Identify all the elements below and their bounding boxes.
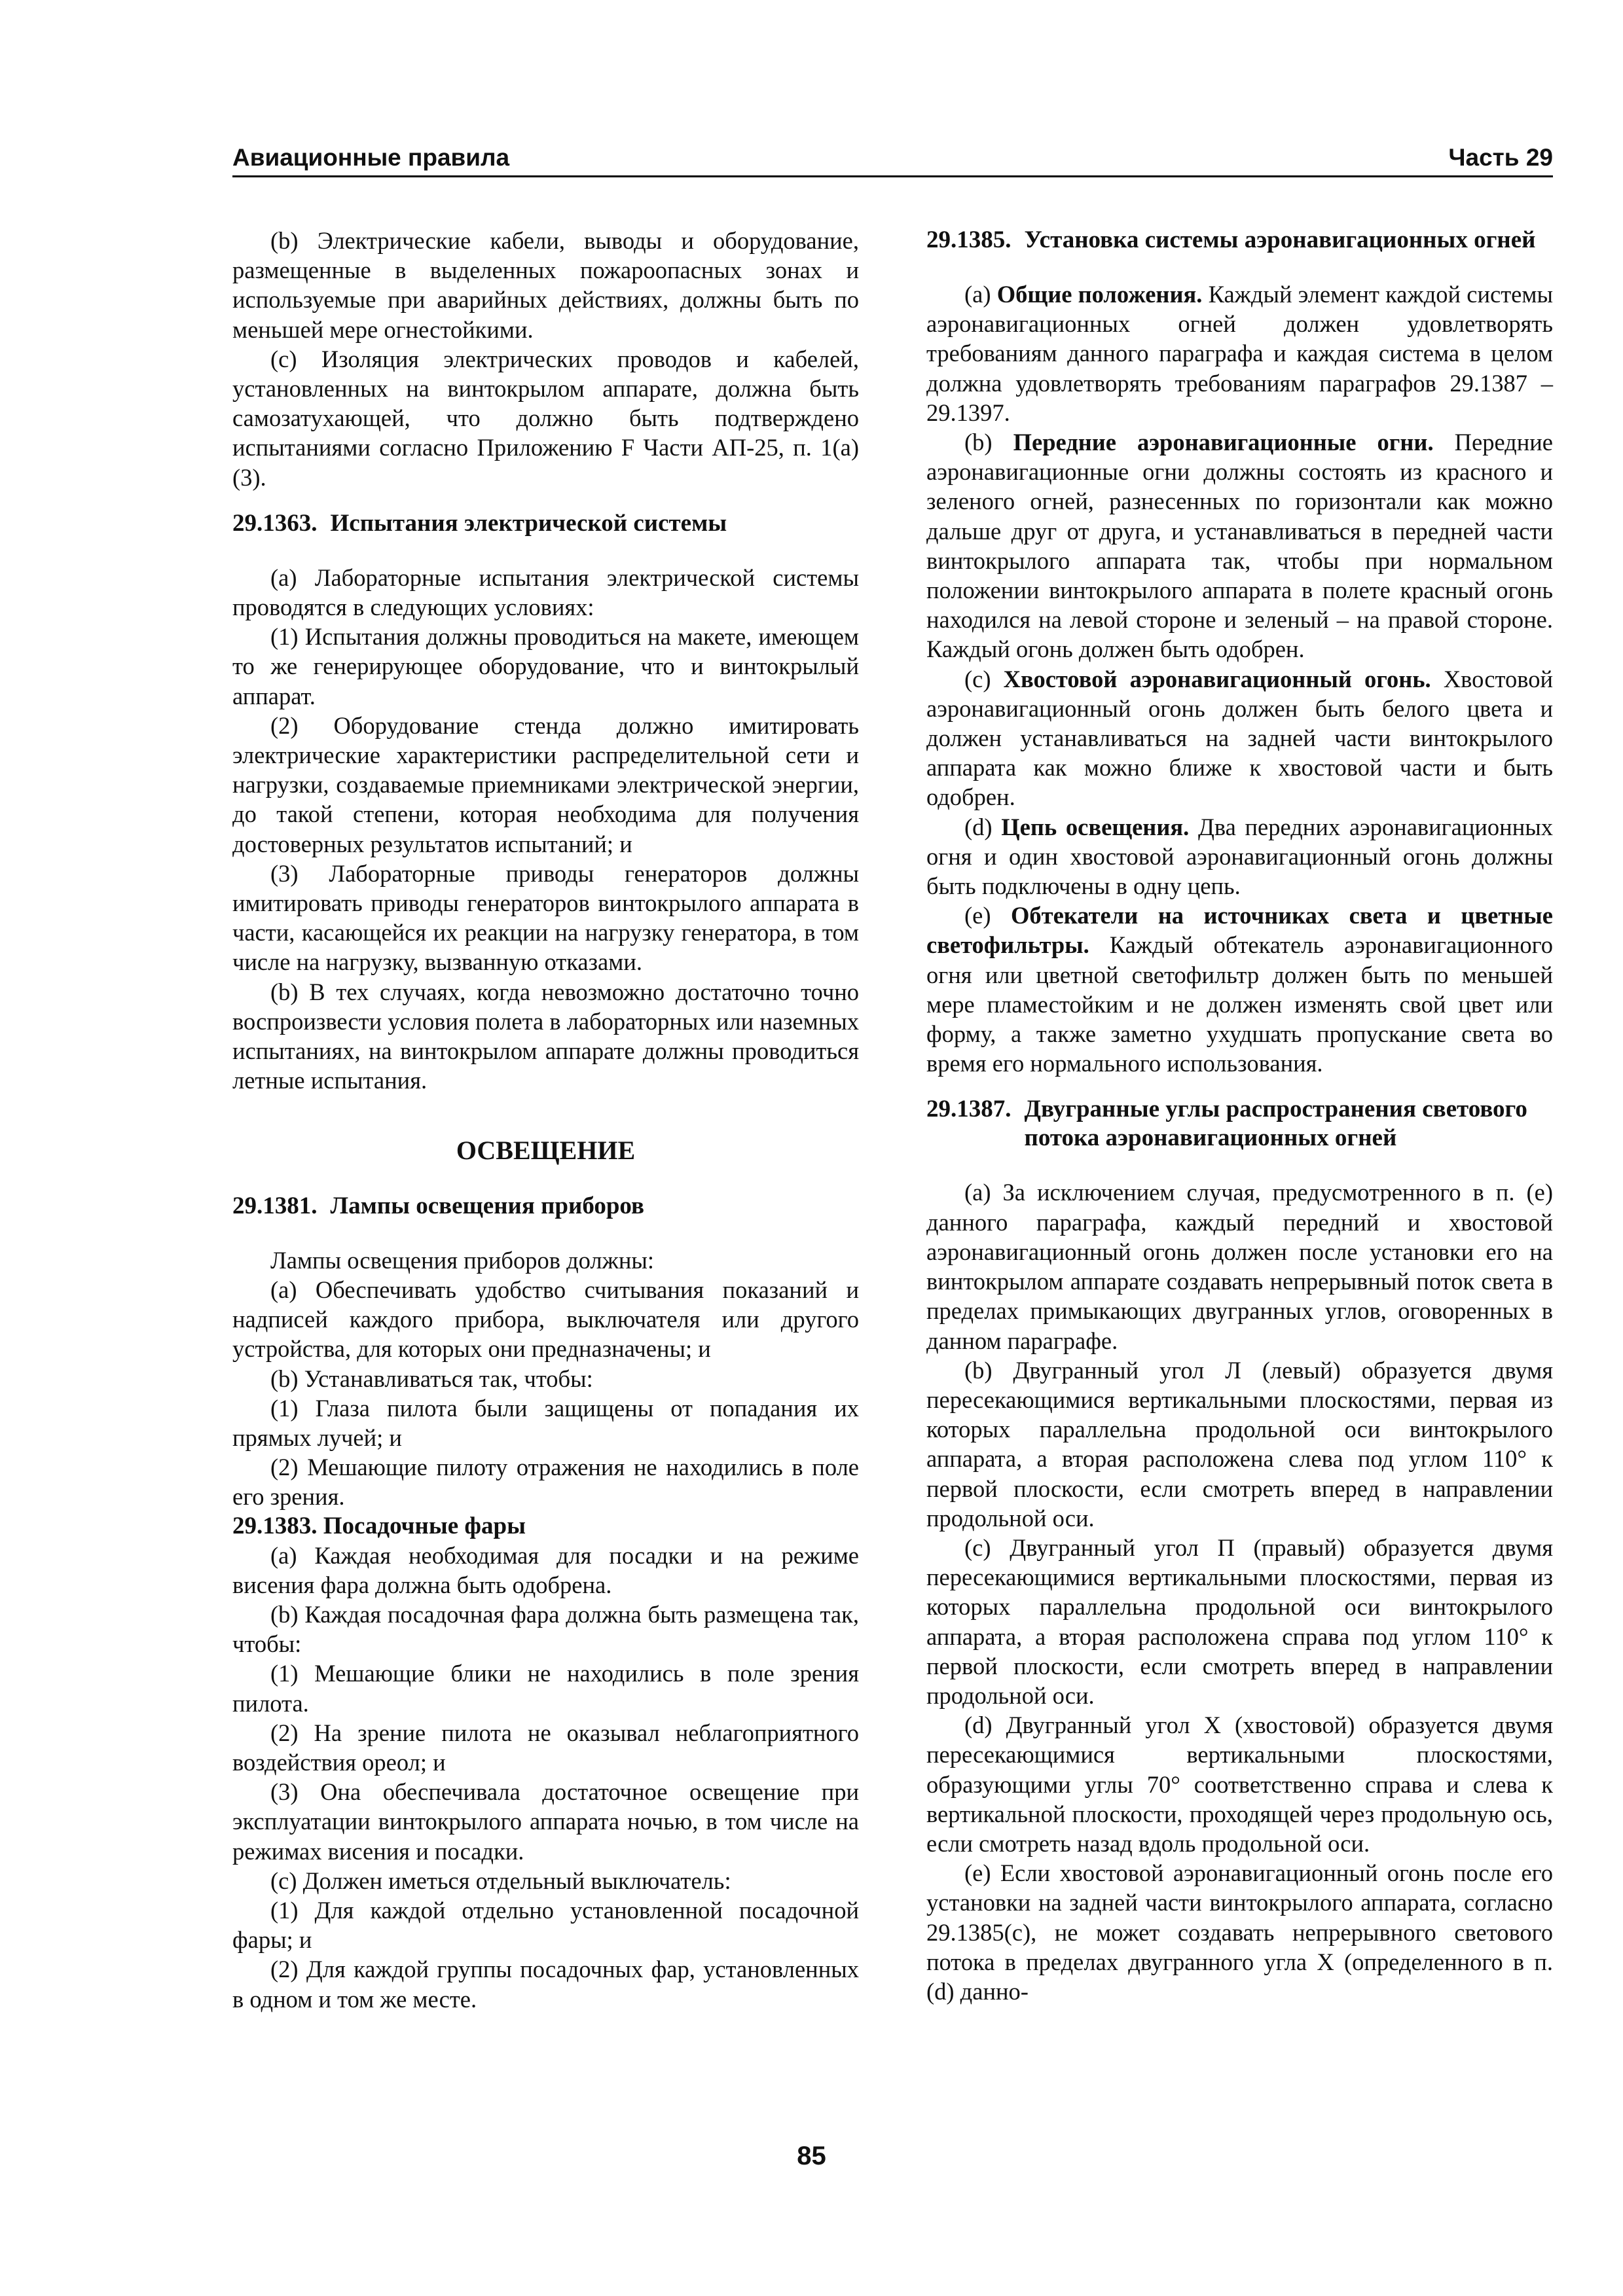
paragraph: (b) Электрические кабели, выводы и оборудование, размещенные в выделенных пожароопасных зонах и используемые при аварийных действиях, должны быть по меньшей мере огнестойкими.: [232, 227, 859, 343]
header-part-label: Часть 29: [1448, 144, 1553, 171]
item-text: Два передних аэронавигационных огня и один хвостовой аэронавигационный огонь должны быть подключены в одну цепь.: [926, 813, 1554, 900]
section-title: Лампы освещения приборов: [330, 1192, 644, 1219]
section-heading-29-1385: [926, 226, 1553, 255]
paragraph: [926, 664, 1553, 812]
paragraph: (2) Для каждой группы посадочных фар, установленных в одном и том же месте.: [232, 1956, 859, 2013]
paragraph: [926, 427, 1553, 664]
paragraph: [926, 901, 1553, 1078]
running-header: [232, 139, 1553, 177]
section-heading-29-1363: [232, 509, 859, 538]
item-text: Каждый обтекатель аэронавигационного огня или цветной светофильтр должен быть по меньшей мере пламестойким и не должен изменять свой цвет или форму, а также заметно ухудшать пропускание света во время его нормального использования.: [926, 931, 1553, 1077]
section-number: 29.1381.: [232, 1192, 318, 1219]
section-heading-29-1381: [232, 1192, 859, 1221]
section-title: Установка системы аэронавигационных огней: [1024, 226, 1536, 253]
paragraph: (1) Глаза пилота были защищены от попадания их прямых лучей; и: [232, 1394, 859, 1451]
section-title: 29.1383. Посадочные фары: [232, 1512, 526, 1539]
section-number: 29.1363.: [232, 509, 318, 537]
section-number: 29.1385.: [926, 226, 1012, 253]
paragraph: (a) Лабораторные испытания электрической системы проводятся в следующих условиях:: [232, 564, 859, 621]
paragraph: (3) Она обеспечивала достаточное освещение при эксплуатации винтокрылого аппарата ночью, в том числе на режимах висения и посадки.: [232, 1778, 859, 1865]
paragraph: (b) Каждая посадочная фара должна быть размещена так, чтобы:: [232, 1600, 859, 1658]
item-label: (c): [964, 665, 991, 692]
paragraph: [926, 812, 1553, 901]
section-heading-29-1383: [232, 1512, 859, 1541]
paragraph: (1) Испытания должны проводиться на макете, имеющем то же генерирующее оборудование, что и винтокрылый аппарат.: [232, 623, 859, 709]
paragraph: (a) Обеспечивать удобство считывания показаний и надписей каждого прибора, выключателя или другого устройства, для которых они предназначены; и: [232, 1276, 859, 1363]
chapter-heading: ОСВЕЩЕНИЕ: [456, 1136, 636, 1166]
header-document-title: Авиационные правила: [232, 144, 510, 171]
paragraph: (b) Устанавливаться так, чтобы:: [270, 1365, 593, 1392]
right-column: [926, 226, 1553, 2006]
paragraph: (1) Для каждой отдельно установленной посадочной фары; и: [232, 1896, 859, 1954]
paragraph: (1) Мешающие блики не находились в поле зрения пилота.: [232, 1660, 859, 1717]
paragraph: Лампы освещения приборов должны:: [270, 1246, 655, 1274]
section-number: 29.1387.: [926, 1096, 1012, 1123]
paragraph: (2) Оборудование стенда должно имитировать электрические характеристики распределительной сети и нагрузки, создаваемые приемниками электрической энергии, до такой степени, которая необходима для получения достоверных результатов испытаний; и: [232, 711, 859, 857]
paragraph: (b) В тех случаях, когда невозможно достаточно точно воспроизвести условия полета в лабораторных или наземных испытаниях, на винтокрылом аппарате должны проводиться летные испытания.: [232, 978, 859, 1094]
item-label: (d): [964, 813, 993, 840]
paragraph: (a) За исключением случая, предусмотренного в п. (e) данного параграфа, каждый передний и хвостовой аэронавигационный огонь должен после установки его на винтокрылом аппарате создавать непрерывный поток света в пределах примыкающих двугранных углов, оговоренных в данном параграфе.: [926, 1179, 1553, 1354]
paragraph: (d) Двугранный угол Х (хвостовой) образуется двумя пересекающимися вертикальными плоскостями, образующими углы 70° соответственно справа и слева к вертикальной плоскости, проходящей через продольную ось, если смотреть назад вдоль продольной оси.: [926, 1712, 1553, 1857]
paragraph: (2) На зрение пилота не оказывал неблагоприятного воздействия ореол; и: [232, 1719, 859, 1776]
item-label: (e): [964, 902, 991, 929]
paragraph: (c) Должен иметься отдельный выключатель:: [270, 1867, 731, 1894]
section-title: Двугранные углы распространения светового потока аэронавигационных огней: [1024, 1096, 1527, 1152]
paragraph: (a) Каждая необходимая для посадки и на режиме висения фара должна быть одобрена.: [232, 1541, 859, 1598]
item-label: (a): [964, 281, 991, 308]
item-label: (b): [964, 429, 993, 456]
item-text: Каждый элемент каждой системы аэронавигационных огней должен удовлетворять требованиям данного параграфа и каждая система в целом должна удовлетворять требованиям параграфов 29.1387 – 29.1397.: [926, 281, 1554, 426]
item-lead-title: Обтекатели на источниках света и цветные светофильтры.: [926, 902, 1554, 959]
paragraph: (b) Двугранный угол Л (левый) образуется двумя пересекающимися вертикальными плоскостями, первая из которых параллельна продольной оси винтокрылого аппарата, а вторая расположена слева под углом 110° к первой плоскости, если смотреть вперед в направлении продольной оси.: [926, 1356, 1553, 1532]
left-column: [232, 226, 859, 2014]
paragraph: (c) Двугранный угол П (правый) образуется двумя пересекающимися вертикальными плоскостями, первая из которых параллельна продольной оси винтокрылого аппарата, а вторая расположена справа под углом 110° к первой плоскости, если смотреть вперед в направлении продольной оси.: [926, 1534, 1553, 1709]
paragraph: (2) Мешающие пилоту отражения не находились в поле его зрения.: [232, 1454, 859, 1511]
item-text: Хвостовой аэронавигационный огонь должен быть белого цвета и должен устанавливаться на задней части винтокрылого аппарата как можно ближе к хвостовой части и быть одобрен.: [926, 665, 1554, 811]
item-lead-title: Общие положения.: [996, 281, 1203, 308]
section-heading-29-1387: [926, 1095, 1553, 1153]
paragraph: (3) Лабораторные приводы генераторов должны имитировать приводы генераторов винтокрылого аппарата в части, касающейся их реакции на нагрузку генератора, в том числе на нагрузку, вызванную отказами.: [232, 859, 859, 976]
section-title: Испытания электрической системы: [330, 509, 727, 537]
paragraph: [926, 279, 1553, 427]
paragraph: (e) Если хвостовой аэронавигационный огонь после его установки на задней части винтокрылого аппарата, согласно 29.1385(c), не может создавать непрерывного светового потока в пределах двугранного угла Х (определенного в п. (d) данно-: [926, 1859, 1553, 2005]
paragraph: (c) Изоляция электрических проводов и кабелей, установленных на винтокрылом аппарате, должна быть самозатухающей, что должно быть подтверждено испытаниями согласно Приложению F Части АП-25, п. 1(a)(3).: [232, 345, 859, 491]
page-number: 85: [797, 2142, 826, 2170]
item-lead-title: Передние аэронавигационные огни.: [1013, 429, 1434, 456]
item-lead-title: Цепь освещения.: [1001, 813, 1190, 840]
item-text: Передние аэронавигационные огни должны состоять из красного и зеленого огней, разнесенных по горизонтали как можно дальше друг от друга, и устанавливаться в передней части винтокрылого аппарата так, чтобы при нормальном положении винтокрылого аппарата в полете красный огонь находился на левой стороне и зеленый – на правой стороне. Каждый огонь должен быть одобрен.: [926, 429, 1554, 663]
item-lead-title: Хвостовой аэронавигационный огонь.: [1003, 665, 1431, 692]
